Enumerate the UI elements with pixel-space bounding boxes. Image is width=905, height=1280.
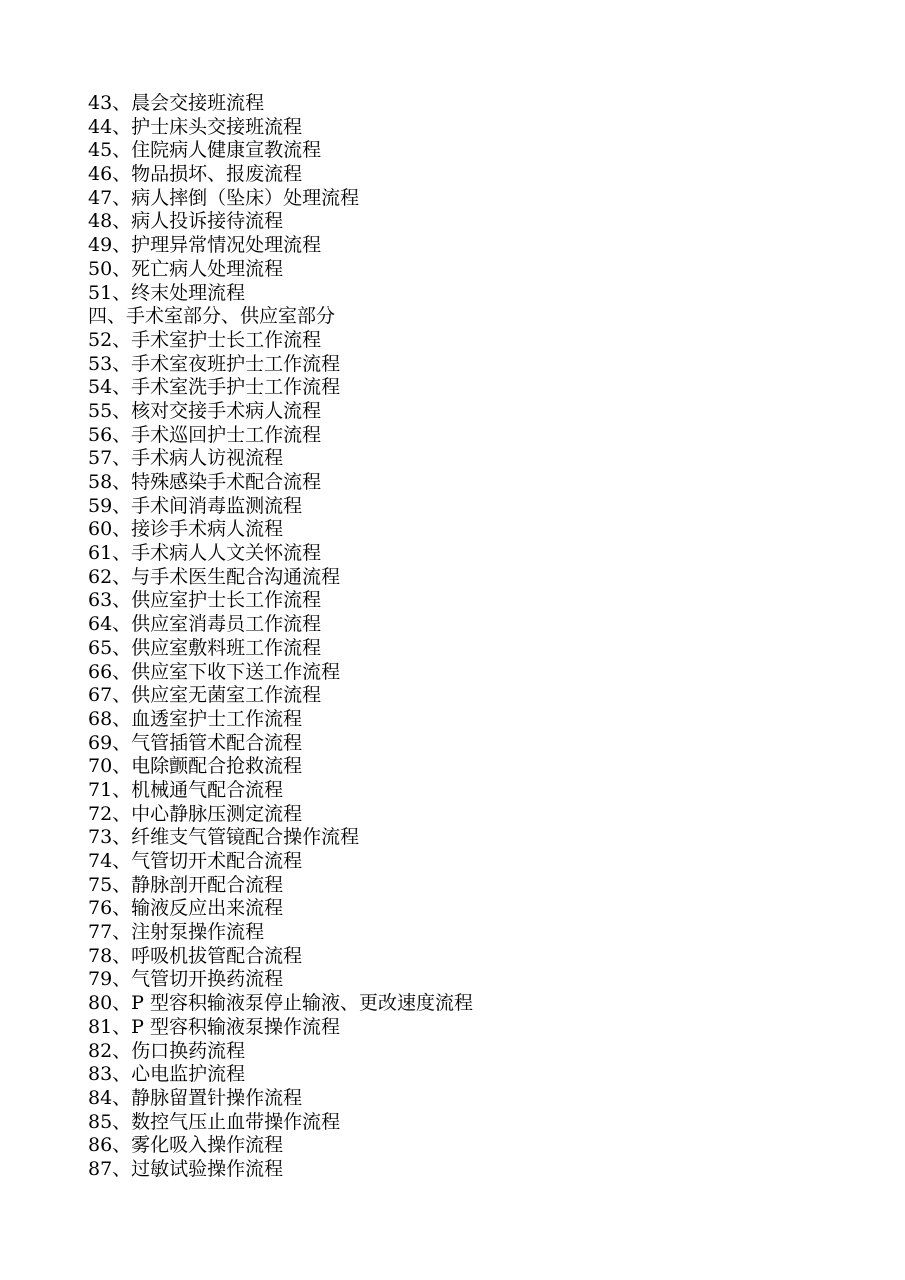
list-item: 46、物品损坏、报废流程 [88, 163, 303, 186]
document-page [88, 92, 868, 1182]
list-item: 56、手术巡回护士工作流程 [88, 423, 322, 446]
list-item: 71、机械通气配合流程 [88, 778, 284, 801]
list-item: 85、数控气压止血带操作流程 [88, 1110, 341, 1133]
list-item: 50、死亡病人处理流程 [88, 257, 284, 280]
list-item: 67、供应室无菌室工作流程 [88, 684, 322, 707]
list-item: 82、伤口换药流程 [88, 1039, 246, 1062]
list-item: 86、雾化吸入操作流程 [88, 1134, 284, 1157]
list-item: 58、特殊感染手术配合流程 [88, 471, 322, 493]
list-item: 44、护士床头交接班流程 [88, 115, 303, 138]
list-item: 57、手术病人访视流程 [88, 447, 284, 470]
list-item: 51、终末处理流程 [88, 281, 246, 304]
list-item: 69、气管插管术配合流程 [88, 731, 303, 754]
list-item: 73、纤维支气管镜配合操作流程 [88, 826, 360, 849]
list-item: 47、病人摔倒（坠床）处理流程 [88, 186, 360, 209]
list-item: 59、手术间消毒监测流程 [88, 494, 303, 517]
list-item: 84、静脉留置针操作流程 [88, 1086, 303, 1109]
list-item: 83、心电监护流程 [88, 1063, 246, 1086]
list-item: 54、手术室洗手护士工作流程 [88, 376, 341, 399]
list-item: 63、供应室护士长工作流程 [88, 589, 322, 612]
list-item: 64、供应室消毒员工作流程 [88, 613, 322, 636]
list-item: 70、电除颤配合抢救流程 [88, 755, 303, 778]
list-item: 78、呼吸机拔管配合流程 [88, 944, 303, 967]
list-item: 60、接诊手术病人流程 [88, 518, 284, 541]
list-item: 43、晨会交接班流程 [88, 92, 265, 114]
list-item: 79、气管切开换药流程 [88, 968, 284, 991]
list-item: 53、手术室夜班护士工作流程 [88, 352, 341, 375]
list-item: 74、气管切开术配合流程 [88, 850, 303, 872]
procedure-list [88, 92, 868, 1182]
list-item: 62、与手术医生配合沟通流程 [88, 565, 341, 588]
list-item: 68、血透室护士工作流程 [88, 707, 303, 730]
list-item: 52、手术室护士长工作流程 [88, 328, 322, 351]
list-item: 55、核对交接手术病人流程 [88, 399, 322, 422]
list-item: 75、静脉剖开配合流程 [88, 873, 284, 896]
list-item: 87、过敏试验操作流程 [88, 1157, 284, 1180]
list-item: 四、手术室部分、供应室部分 [88, 305, 336, 328]
list-item: 65、供应室敷料班工作流程 [88, 636, 322, 659]
list-item: 61、手术病人人文关怀流程 [88, 542, 322, 565]
list-item: 81、P 型容积输液泵操作流程 [88, 1015, 341, 1038]
list-item: 66、供应室下收下送工作流程 [88, 660, 341, 683]
list-item: 72、中心静脉压测定流程 [88, 802, 303, 825]
list-item: 77、注射泵操作流程 [88, 921, 265, 944]
list-item: 48、病人投诉接待流程 [88, 210, 284, 233]
list-item: 76、输液反应出来流程 [88, 897, 284, 920]
list-item: 80、P 型容积输液泵停止输液、更改速度流程 [88, 992, 474, 1015]
list-item: 49、护理异常情况处理流程 [88, 234, 322, 257]
list-item: 45、住院病人健康宣教流程 [88, 139, 322, 162]
